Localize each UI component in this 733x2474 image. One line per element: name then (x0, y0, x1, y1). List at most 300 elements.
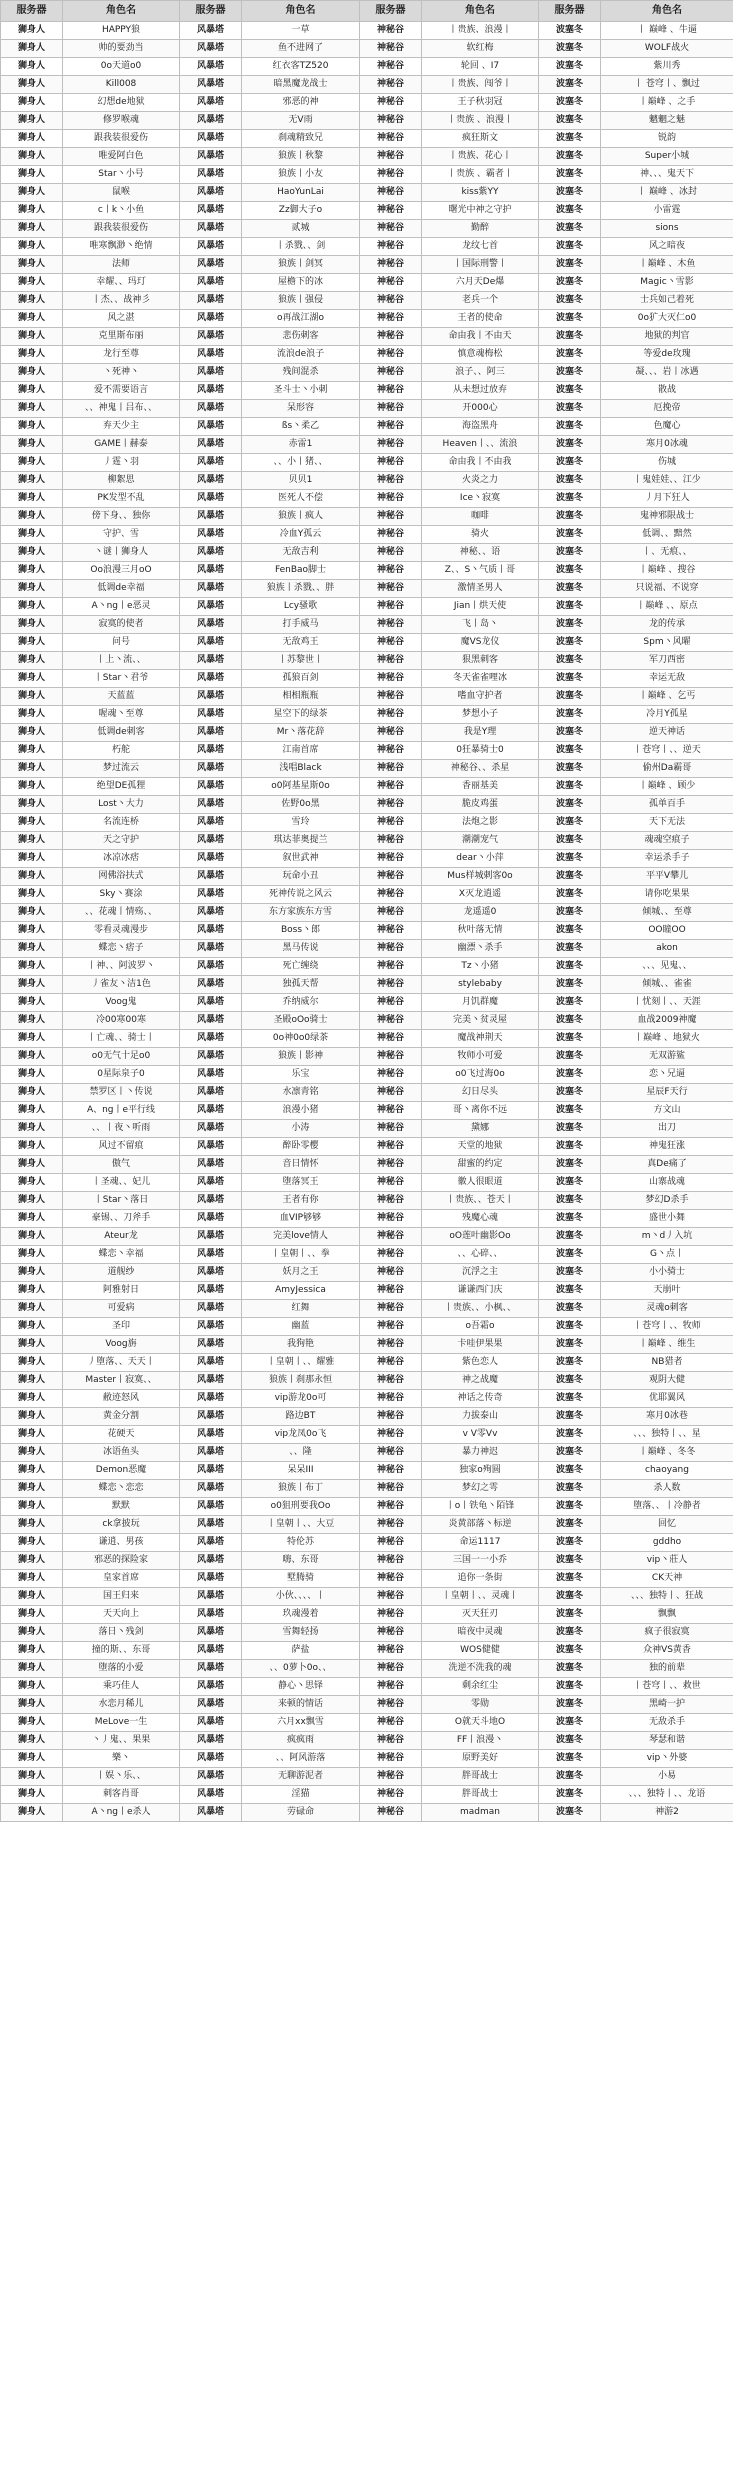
character-name-cell: 黄金分割 (63, 1408, 180, 1426)
header-name-2: 角色名 (242, 1, 360, 22)
character-name-cell: 潮潮宠气 (422, 832, 539, 850)
character-name-cell: 卡哇伊果果 (422, 1336, 539, 1354)
character-name-cell: 龙行至尊 (63, 346, 180, 364)
server-cell: 神秘谷 (360, 976, 422, 994)
character-name-cell: 跟我装很爱伤 (63, 130, 180, 148)
server-cell: 神秘谷 (360, 22, 422, 40)
character-name-cell: OO瞳OO (601, 922, 733, 940)
server-cell: 狮身人 (1, 598, 63, 616)
character-name-cell: 嗜血守护者 (422, 688, 539, 706)
server-cell: 风暴塔 (180, 1588, 242, 1606)
server-cell: 风暴塔 (180, 472, 242, 490)
character-name-cell: 丨巅峰 、冬冬 (601, 1444, 733, 1462)
server-cell: 风暴塔 (180, 1318, 242, 1336)
table-row (1, 1084, 733, 1102)
server-cell: 风暴塔 (180, 1048, 242, 1066)
character-name-cell: 、、阿风游落 (242, 1750, 360, 1768)
server-cell: 波塞冬 (539, 1228, 601, 1246)
server-cell: 神秘谷 (360, 1228, 422, 1246)
character-name-cell: 丶谜丨狮身人 (63, 544, 180, 562)
character-name-cell: 梦幻之雩 (422, 1480, 539, 1498)
character-name-cell: 浪子、、阿三 (422, 364, 539, 382)
character-name-cell: 丨皇朝丨、、大豆 (242, 1516, 360, 1534)
character-name-cell: 水恋月稀儿 (63, 1696, 180, 1714)
server-cell: 波塞冬 (539, 778, 601, 796)
character-name-cell: X灭龙逍遥 (422, 886, 539, 904)
character-name-cell: Lcy骚歌 (242, 598, 360, 616)
server-cell: 风暴塔 (180, 976, 242, 994)
character-name-cell: 幽蓝 (242, 1318, 360, 1336)
server-cell: 神秘谷 (360, 1156, 422, 1174)
server-cell: 波塞冬 (539, 706, 601, 724)
character-name-cell: 丨苍穹丨、、救世 (601, 1678, 733, 1696)
character-name-cell: 小易 (601, 1768, 733, 1786)
server-cell: 波塞冬 (539, 652, 601, 670)
server-cell: 波塞冬 (539, 1588, 601, 1606)
server-cell: 神秘谷 (360, 1102, 422, 1120)
server-cell: 波塞冬 (539, 346, 601, 364)
character-name-cell: 可爱病 (63, 1300, 180, 1318)
character-name-cell: 无聊游泥者 (242, 1768, 360, 1786)
character-name-cell: 王子秋羽冠 (422, 94, 539, 112)
server-cell: 狮身人 (1, 670, 63, 688)
character-name-cell: 天堂的地狱 (422, 1138, 539, 1156)
table-row (1, 1030, 733, 1048)
table-row (1, 742, 733, 760)
character-name-cell: 花硬天 (63, 1426, 180, 1444)
server-cell: 神秘谷 (360, 328, 422, 346)
server-cell: 风暴塔 (180, 922, 242, 940)
character-name-cell: A丶ng丨e恶灵 (63, 598, 180, 616)
table-row (1, 1318, 733, 1336)
character-name-cell: 慎意魂梅松 (422, 346, 539, 364)
server-cell: 神秘谷 (360, 1048, 422, 1066)
server-cell: 波塞冬 (539, 292, 601, 310)
character-name-cell: 黑崎一护 (601, 1696, 733, 1714)
server-cell: 波塞冬 (539, 1498, 601, 1516)
character-name-cell: 甜蜜的约定 (422, 1156, 539, 1174)
character-name-cell: 寒月0冰巷 (601, 1408, 733, 1426)
character-name-cell: Boss丶郎 (242, 922, 360, 940)
character-name-cell: 、、隆 (242, 1444, 360, 1462)
server-cell: 波塞冬 (539, 256, 601, 274)
character-name-cell: 天崩叶 (601, 1282, 733, 1300)
server-cell: 波塞冬 (539, 508, 601, 526)
character-name-cell: 狼族丨影神 (242, 1048, 360, 1066)
server-cell: 神秘谷 (360, 382, 422, 400)
character-name-cell: 、、、见鬼、、 (601, 958, 733, 976)
character-name-cell: 小雷霆 (601, 202, 733, 220)
character-name-cell: 呆呆III (242, 1462, 360, 1480)
server-cell: 神秘谷 (360, 1264, 422, 1282)
server-cell: 风暴塔 (180, 202, 242, 220)
character-name-cell: 方文山 (601, 1102, 733, 1120)
character-name-cell: 蝶恋丶痞子 (63, 940, 180, 958)
table-row (1, 1174, 733, 1192)
character-name-cell: 星辰F天行 (601, 1084, 733, 1102)
header-server-1: 服务器 (1, 1, 63, 22)
character-name-cell: 独的前辈 (601, 1660, 733, 1678)
character-name-cell: Ice丶寂寞 (422, 490, 539, 508)
server-cell: 狮身人 (1, 1624, 63, 1642)
character-name-cell: 网佛浴扶式 (63, 868, 180, 886)
character-name-cell: 东方家族东方雪 (242, 904, 360, 922)
character-name-cell: 狼族丨疯人 (242, 508, 360, 526)
character-name-cell: 神游2 (601, 1804, 733, 1822)
character-name-cell: 丨o丨铁龟丶陌锋 (422, 1498, 539, 1516)
server-cell: 狮身人 (1, 1192, 63, 1210)
character-name-cell: 软红梅 (422, 40, 539, 58)
character-name-cell: 道舰纱 (63, 1264, 180, 1282)
table-row (1, 58, 733, 76)
table-row (1, 904, 733, 922)
server-cell: 波塞冬 (539, 490, 601, 508)
server-cell: 波塞冬 (539, 58, 601, 76)
character-name-cell: 零勋 (422, 1696, 539, 1714)
character-name-cell: 偷州Da霸哥 (601, 760, 733, 778)
character-name-cell: 丨神、、阿波罗丶 (63, 958, 180, 976)
server-cell: 神秘谷 (360, 616, 422, 634)
server-cell: 神秘谷 (360, 274, 422, 292)
character-name-cell: 冷月Y孤星 (601, 706, 733, 724)
server-cell: 狮身人 (1, 1282, 63, 1300)
server-cell: 波塞冬 (539, 274, 601, 292)
server-cell: 神秘谷 (360, 1570, 422, 1588)
server-cell: 狮身人 (1, 220, 63, 238)
character-name-cell: 星空下的绿茶 (242, 706, 360, 724)
character-name-cell: stylebaby (422, 976, 539, 994)
character-name-cell: Voog旃 (63, 1336, 180, 1354)
character-name-cell: 丨贵族、、苍天丨 (422, 1192, 539, 1210)
server-cell: 波塞冬 (539, 1264, 601, 1282)
server-cell: 风暴塔 (180, 1372, 242, 1390)
character-name-cell: Voog鬼 (63, 994, 180, 1012)
table-row (1, 256, 733, 274)
character-name-cell: 丨巅峰 、、原点 (601, 598, 733, 616)
server-cell: 狮身人 (1, 652, 63, 670)
server-cell: 风暴塔 (180, 1480, 242, 1498)
character-name-cell: 等爱de玫瑰 (601, 346, 733, 364)
character-name-cell: 丿霆丶羽 (63, 454, 180, 472)
server-cell: 波塞冬 (539, 526, 601, 544)
character-name-cell: 丨Star丶君爷 (63, 670, 180, 688)
character-name-cell: 琴瑟和谐 (601, 1732, 733, 1750)
server-cell: 狮身人 (1, 310, 63, 328)
server-cell: 波塞冬 (539, 1084, 601, 1102)
server-cell: 狮身人 (1, 526, 63, 544)
server-cell: 风暴塔 (180, 274, 242, 292)
character-name-cell: 轮回 、I7 (422, 58, 539, 76)
server-cell: 狮身人 (1, 328, 63, 346)
character-name-cell: 鼠喉 (63, 184, 180, 202)
character-name-cell: G丶点丨 (601, 1246, 733, 1264)
character-name-cell: vip游龙0o可 (242, 1390, 360, 1408)
server-cell: 波塞冬 (539, 832, 601, 850)
character-name-cell: Kill008 (63, 76, 180, 94)
character-name-cell: 六月xx飘雪 (242, 1714, 360, 1732)
server-cell: 风暴塔 (180, 184, 242, 202)
server-cell: 波塞冬 (539, 1606, 601, 1624)
server-cell: 神秘谷 (360, 1768, 422, 1786)
table-row (1, 598, 733, 616)
server-cell: 波塞冬 (539, 40, 601, 58)
table-row (1, 544, 733, 562)
server-cell: 狮身人 (1, 436, 63, 454)
server-cell: 狮身人 (1, 580, 63, 598)
character-name-cell: 丨国际刑警丨 (422, 256, 539, 274)
server-cell: 风暴塔 (180, 958, 242, 976)
server-cell: 风暴塔 (180, 1516, 242, 1534)
server-cell: 狮身人 (1, 832, 63, 850)
table-row (1, 382, 733, 400)
character-name-cell: Magic丶雪影 (601, 274, 733, 292)
character-name-cell: 低调、、黯然 (601, 526, 733, 544)
character-name-cell: 乘巧佳人 (63, 1678, 180, 1696)
table-row (1, 1246, 733, 1264)
character-name-cell: 0狂暴骑士0 (422, 742, 539, 760)
character-name-cell: 法炮之影 (422, 814, 539, 832)
server-cell: 波塞冬 (539, 850, 601, 868)
character-name-cell: v V零Vv (422, 1426, 539, 1444)
server-cell: 狮身人 (1, 238, 63, 256)
character-name-cell: 盛世小舞 (601, 1210, 733, 1228)
server-cell: 神秘谷 (360, 508, 422, 526)
character-name-cell: 曙光中神之守护 (422, 202, 539, 220)
character-name-cell: o吾霜o (422, 1318, 539, 1336)
server-cell: 风暴塔 (180, 616, 242, 634)
character-name-cell: 洗逆不洗我的魂 (422, 1660, 539, 1678)
character-name-cell: 0星际泉子0 (63, 1066, 180, 1084)
table-row (1, 1120, 733, 1138)
character-name-cell: 医死人不偿 (242, 490, 360, 508)
header-server-2: 服务器 (180, 1, 242, 22)
character-name-cell: 神秘、、语 (422, 544, 539, 562)
server-cell: 波塞冬 (539, 1336, 601, 1354)
server-cell: 神秘谷 (360, 850, 422, 868)
character-name-cell: FenBao脚士 (242, 562, 360, 580)
server-cell: 狮身人 (1, 148, 63, 166)
character-name-cell: 火炎之力 (422, 472, 539, 490)
table-row (1, 22, 733, 40)
server-cell: 波塞冬 (539, 1534, 601, 1552)
server-cell: 风暴塔 (180, 1768, 242, 1786)
table-row (1, 814, 733, 832)
server-cell: 神秘谷 (360, 1732, 422, 1750)
character-name-cell: 丶死神丶 (63, 364, 180, 382)
character-name-cell: 静心丶思铎 (242, 1678, 360, 1696)
character-name-cell: Heaven丨、、流浪 (422, 436, 539, 454)
character-name-cell: 丨 苍穹丨、飘过 (601, 76, 733, 94)
server-cell: 神秘谷 (360, 562, 422, 580)
character-name-cell: 魂魂空痕子 (601, 832, 733, 850)
server-cell: 风暴塔 (180, 400, 242, 418)
character-name-cell: 激情圣男人 (422, 580, 539, 598)
server-cell: 风暴塔 (180, 1156, 242, 1174)
table-row (1, 562, 733, 580)
character-name-cell: 香丽基美 (422, 778, 539, 796)
server-cell: 波塞冬 (539, 472, 601, 490)
character-name-cell: 丨上丶流、、 (63, 652, 180, 670)
character-name-cell: vip龙凤0o飞 (242, 1426, 360, 1444)
server-cell: 风暴塔 (180, 1354, 242, 1372)
character-name-cell: 丨贵族、闯爷丨 (422, 76, 539, 94)
server-cell: 风暴塔 (180, 1678, 242, 1696)
character-name-cell: 伤城 (601, 454, 733, 472)
server-cell: 狮身人 (1, 616, 63, 634)
server-cell: 狮身人 (1, 1246, 63, 1264)
server-cell: 神秘谷 (360, 1462, 422, 1480)
character-name-cell: 幻日尽头 (422, 1084, 539, 1102)
character-name-cell: 赤雷1 (242, 436, 360, 454)
server-cell: 风暴塔 (180, 652, 242, 670)
server-cell: 波塞冬 (539, 1408, 601, 1426)
server-cell: 波塞冬 (539, 1138, 601, 1156)
character-name-cell: Master丨寂寞、、 (63, 1372, 180, 1390)
character-name-cell: 梦幻D杀手 (601, 1192, 733, 1210)
character-name-cell: 丨贵族、花心丨 (422, 148, 539, 166)
server-cell: 风暴塔 (180, 112, 242, 130)
server-cell: 风暴塔 (180, 1228, 242, 1246)
character-name-cell: 守护、雪 (63, 526, 180, 544)
table-row (1, 1732, 733, 1750)
character-name-cell: 平平V攀儿 (601, 868, 733, 886)
character-name-cell: 丿堕落、、天天丨 (63, 1354, 180, 1372)
character-name-cell: 天之守护 (63, 832, 180, 850)
character-name-cell: HAPPY狼 (63, 22, 180, 40)
character-name-cell: 谦逍、男孩 (63, 1534, 180, 1552)
server-cell: 波塞冬 (539, 688, 601, 706)
character-name-cell: 丨苍穹丨、、逆天 (601, 742, 733, 760)
server-cell: 风暴塔 (180, 1066, 242, 1084)
server-cell: 狮身人 (1, 1228, 63, 1246)
server-cell: 风暴塔 (180, 1606, 242, 1624)
character-name-cell: 胖哥战士 (422, 1768, 539, 1786)
character-name-cell: 暗黑魔龙战士 (242, 76, 360, 94)
character-name-cell: 军刀西密 (601, 652, 733, 670)
server-cell: 狮身人 (1, 1786, 63, 1804)
server-cell: 波塞冬 (539, 1570, 601, 1588)
header-name-1: 角色名 (63, 1, 180, 22)
character-name-cell: 丨圣魂、、妃儿 (63, 1174, 180, 1192)
server-cell: 神秘谷 (360, 1552, 422, 1570)
server-cell: 风暴塔 (180, 1714, 242, 1732)
character-name-cell: 名流连桥 (63, 814, 180, 832)
table-row (1, 220, 733, 238)
server-cell: 狮身人 (1, 472, 63, 490)
server-cell: 神秘谷 (360, 1210, 422, 1228)
server-cell: 波塞冬 (539, 364, 601, 382)
character-name-cell: 、、、独特丨、、星 (601, 1426, 733, 1444)
server-cell: 风暴塔 (180, 994, 242, 1012)
server-cell: 狮身人 (1, 1102, 63, 1120)
server-cell: 波塞冬 (539, 1462, 601, 1480)
server-cell: 风暴塔 (180, 508, 242, 526)
character-name-cell: 命由我丨不由天 (422, 328, 539, 346)
character-name-cell: kiss紫YY (422, 184, 539, 202)
table-row (1, 418, 733, 436)
character-name-cell: 骑火 (422, 526, 539, 544)
server-cell: 神秘谷 (360, 1624, 422, 1642)
character-name-cell: 堕落冥王 (242, 1174, 360, 1192)
server-cell: 风暴塔 (180, 166, 242, 184)
character-name-cell: 疯子很寂寞 (601, 1624, 733, 1642)
server-cell: 波塞冬 (539, 742, 601, 760)
server-cell: 神秘谷 (360, 814, 422, 832)
character-name-cell: 暴力神迟 (422, 1444, 539, 1462)
server-cell: 狮身人 (1, 724, 63, 742)
character-name-cell: 丨 巅峰 、冰封 (601, 184, 733, 202)
server-cell: 波塞冬 (539, 1120, 601, 1138)
server-cell: 风暴塔 (180, 1642, 242, 1660)
table-row (1, 1282, 733, 1300)
character-name-cell: 疯狂斯文 (422, 130, 539, 148)
character-name-cell: 圣殿oOo骑士 (242, 1012, 360, 1030)
server-cell: 波塞冬 (539, 112, 601, 130)
character-name-cell: 锐韵 (601, 130, 733, 148)
table-row (1, 1606, 733, 1624)
server-cell: 神秘谷 (360, 1318, 422, 1336)
table-row (1, 994, 733, 1012)
table-row (1, 202, 733, 220)
character-name-cell: 丨皇朝丨、、灵魂丨 (422, 1588, 539, 1606)
character-name-cell: 皇家首席 (63, 1570, 180, 1588)
character-name-cell: 天下无法 (601, 814, 733, 832)
table-row (1, 1624, 733, 1642)
character-name-cell: 恋丶兄逼 (601, 1066, 733, 1084)
server-cell: 神秘谷 (360, 922, 422, 940)
table-row (1, 1156, 733, 1174)
character-name-cell: 、、0萝卜0o、、 (242, 1660, 360, 1678)
server-cell: 风暴塔 (180, 760, 242, 778)
header-server-3: 服务器 (360, 1, 422, 22)
character-name-cell: 鱼不进网了 (242, 40, 360, 58)
server-cell: 波塞冬 (539, 1156, 601, 1174)
server-cell: 波塞冬 (539, 328, 601, 346)
server-cell: 波塞冬 (539, 22, 601, 40)
character-name-cell: ßs丶柔乙 (242, 418, 360, 436)
server-cell: 神秘谷 (360, 760, 422, 778)
character-name-cell: 独孤天帮 (242, 976, 360, 994)
server-cell: 狮身人 (1, 508, 63, 526)
server-cell: 狮身人 (1, 904, 63, 922)
server-cell: 神秘谷 (360, 778, 422, 796)
server-cell: 狮身人 (1, 1336, 63, 1354)
server-cell: 神秘谷 (360, 1138, 422, 1156)
server-cell: 狮身人 (1, 1012, 63, 1030)
character-name-cell: 刺客肖哥 (63, 1786, 180, 1804)
character-name-cell: 观阴大健 (601, 1372, 733, 1390)
character-name-cell: 丨、无痕、、 (601, 544, 733, 562)
server-cell: 狮身人 (1, 490, 63, 508)
character-name-cell: 冷血Y孤云 (242, 526, 360, 544)
table-row (1, 274, 733, 292)
table-row (1, 976, 733, 994)
table-row (1, 1804, 733, 1822)
server-cell: 狮身人 (1, 112, 63, 130)
server-cell: 风暴塔 (180, 76, 242, 94)
character-name-cell: 神话之传奇 (422, 1390, 539, 1408)
server-cell: 风暴塔 (180, 1552, 242, 1570)
server-cell: 波塞冬 (539, 1066, 601, 1084)
character-name-cell: Jian丨烘天使 (422, 598, 539, 616)
character-name-cell: WOS健健 (422, 1642, 539, 1660)
character-name-cell: Spm丶风曜 (601, 634, 733, 652)
server-cell: 神秘谷 (360, 832, 422, 850)
server-cell: 狮身人 (1, 1066, 63, 1084)
character-name-cell: 、、、独特丨、、龙语 (601, 1786, 733, 1804)
server-cell: 波塞冬 (539, 796, 601, 814)
character-name-cell: 真De痛了 (601, 1156, 733, 1174)
